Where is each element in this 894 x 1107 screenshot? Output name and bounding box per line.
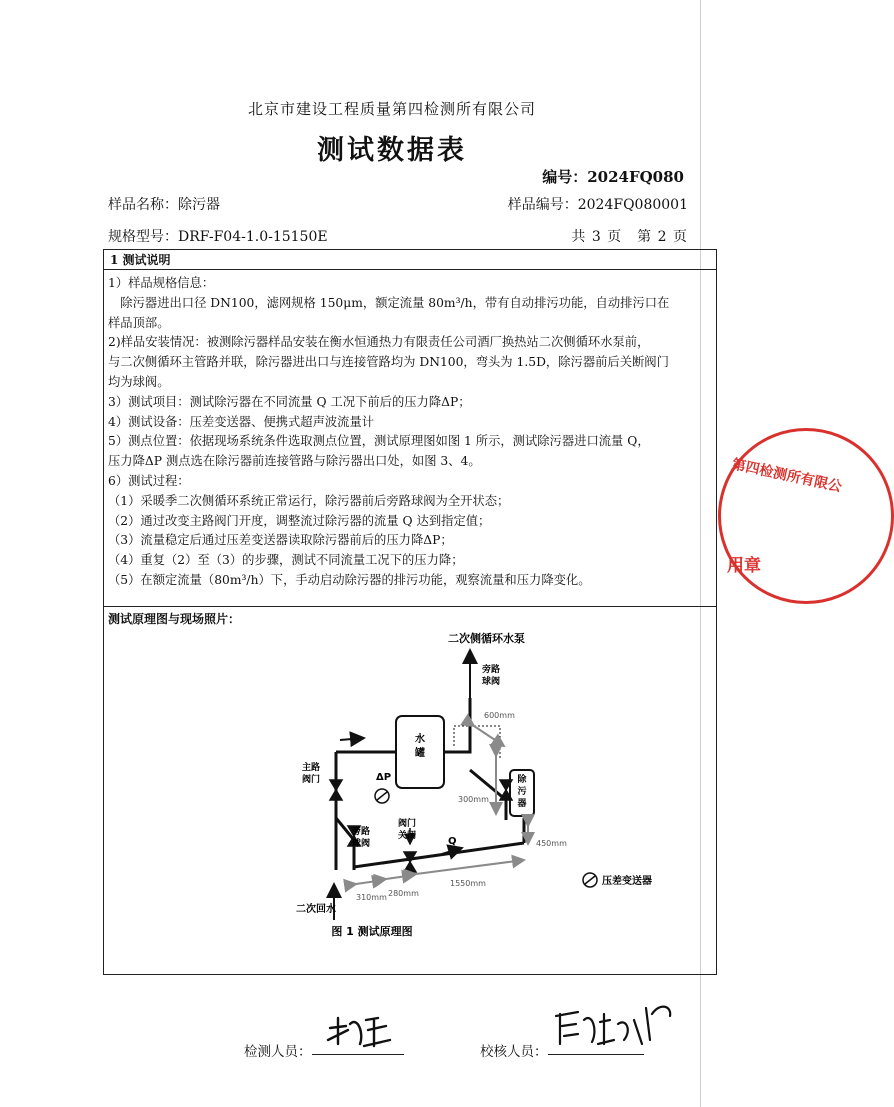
content-line: 2)样品安装情况：被测除污器样品安装在衡水恒通热力有限责任公司酒厂换热站二次侧循环水泵前，	[108, 335, 650, 350]
checker-label: 校核人员：	[480, 1044, 548, 1060]
content-line: （3）流量稳定后通过压差变送器读取除污器前后的压力降ΔP；	[108, 533, 453, 548]
closed-valve-icon	[404, 852, 416, 872]
dim-600-label: 600mm	[484, 711, 515, 720]
content-line: 除污器进出口径 DN100，滤网规格 150μm，额定流量 80m³/h，带有自动排污功能，自动排污口在	[108, 295, 670, 310]
transmitter-legend-label: 压差变送器	[602, 876, 652, 887]
page-title: 测试数据表	[317, 135, 467, 166]
checker-signature-strokes	[556, 1007, 670, 1044]
document-number: 编号：2024FQ080	[542, 168, 684, 186]
dp-label: ΔP	[376, 772, 392, 783]
content-line: 4）测试设备：压差变送器、便携式超声波流量计	[108, 414, 375, 429]
section-heading: 1 测试说明	[104, 250, 716, 270]
dim-310-label: 310mm	[356, 893, 387, 902]
tester-signature	[320, 1010, 404, 1054]
bypass-right-label-2: 球阀	[482, 677, 501, 687]
content-line: 与二次侧循环主管路并联，除污器进出口与连接管路均为 DN100，弯头为 1.5D，除污器前后关断阀门	[108, 355, 669, 370]
sample-name: 样品名称：除污器	[108, 197, 220, 213]
tester-signature-strokes	[328, 1018, 390, 1046]
organization-name: 北京市建设工程质量第四检测所有限公司	[247, 100, 536, 118]
dim-1550-arrow	[416, 860, 524, 874]
valve-closed-label-1: 阀门	[398, 819, 417, 829]
page-count: 共 3 页 第 2 页	[571, 229, 688, 245]
content-line: 6）测试过程：	[108, 473, 190, 488]
bypass-left-label-2: 球阀	[352, 839, 371, 849]
seal-text-top: 第四检测所有限公	[730, 456, 844, 496]
main-valve-icon	[330, 780, 342, 800]
dim-1550-label: 1550mm	[450, 879, 486, 888]
tester-signature-line	[312, 1054, 404, 1055]
official-seal	[718, 428, 894, 604]
dim-300-label: 300mm	[458, 795, 489, 804]
dim-280-arrow	[386, 875, 414, 879]
flow-label: Q	[448, 836, 457, 847]
flow-arrow-top	[340, 738, 364, 740]
content-line: 5）测点位置：依据现场系统条件选取测点位置，测试原理图如图 1 所示，测试除污器进口流量 Q，	[108, 434, 650, 449]
dim-310-arrow	[356, 880, 384, 884]
content-line: （1）采暖季二次侧循环系统正常运行，除污器前后旁路球阀为全开状态；	[108, 493, 510, 508]
return-label: 二次回水	[296, 904, 336, 915]
pump-label: 二次侧循环水泵	[448, 632, 525, 645]
diagram-heading: 测试原理图与现场照片：	[108, 612, 241, 626]
dim-280-label: 280mm	[388, 889, 419, 898]
sample-number: 样品编号：2024FQ080001	[507, 197, 688, 213]
figure-caption: 图 1 测试原理图	[331, 925, 413, 938]
section-content	[108, 274, 714, 591]
water-tank-label-1: 水	[415, 734, 425, 745]
content-line: （2）通过改变主路阀门开度，调整流过除污器的流量 Q 达到指定值；	[108, 513, 491, 528]
test-description-table	[103, 249, 717, 975]
content-line: （5）在额定流量（80m³/h）下，手动启动除污器的排污功能，观察流量和压力降变化。	[108, 572, 591, 587]
content-line: （4）重复（2）至（3）的步骤，测试不同流量工况下的压力降；	[108, 553, 464, 568]
filter-label-1: 除	[517, 775, 527, 785]
content-line: 压力降ΔP 测点选在除污器前连接管路与除污器出口处，如图 3、4。	[108, 454, 481, 469]
content-line: 样品顶部。	[108, 315, 170, 330]
content-line: 3）测试项目：测试除污器在不同流量 Q 工况下前后的压力降ΔP；	[108, 394, 471, 409]
content-line: 1）样品规格信息：	[108, 276, 215, 290]
water-tank-label-2: 罐	[415, 748, 425, 759]
section-divider	[104, 606, 716, 607]
seal-text-bottom: 用章	[727, 556, 761, 576]
tester-label: 检测人员：	[244, 1044, 312, 1060]
bypass-left-label-1: 旁路	[352, 827, 371, 837]
filter-label-2: 污	[517, 787, 527, 797]
filter-label-3: 器	[517, 799, 527, 809]
content-line: 均为球阀。	[108, 374, 170, 389]
bypass-right-label-1: 旁路	[482, 665, 501, 675]
test-principle-diagram	[104, 630, 716, 960]
dim-450-label: 450mm	[536, 839, 567, 848]
main-valve-label-2: 阀门	[302, 775, 321, 785]
checker-signature	[548, 1000, 676, 1056]
main-valve-label-1: 主路	[302, 763, 321, 773]
valve-closed-label-2: 关闭	[398, 831, 417, 841]
sample-model: 规格型号：DRF-F04-1.0-15150E	[108, 229, 328, 245]
dp-tap-line	[454, 726, 500, 760]
